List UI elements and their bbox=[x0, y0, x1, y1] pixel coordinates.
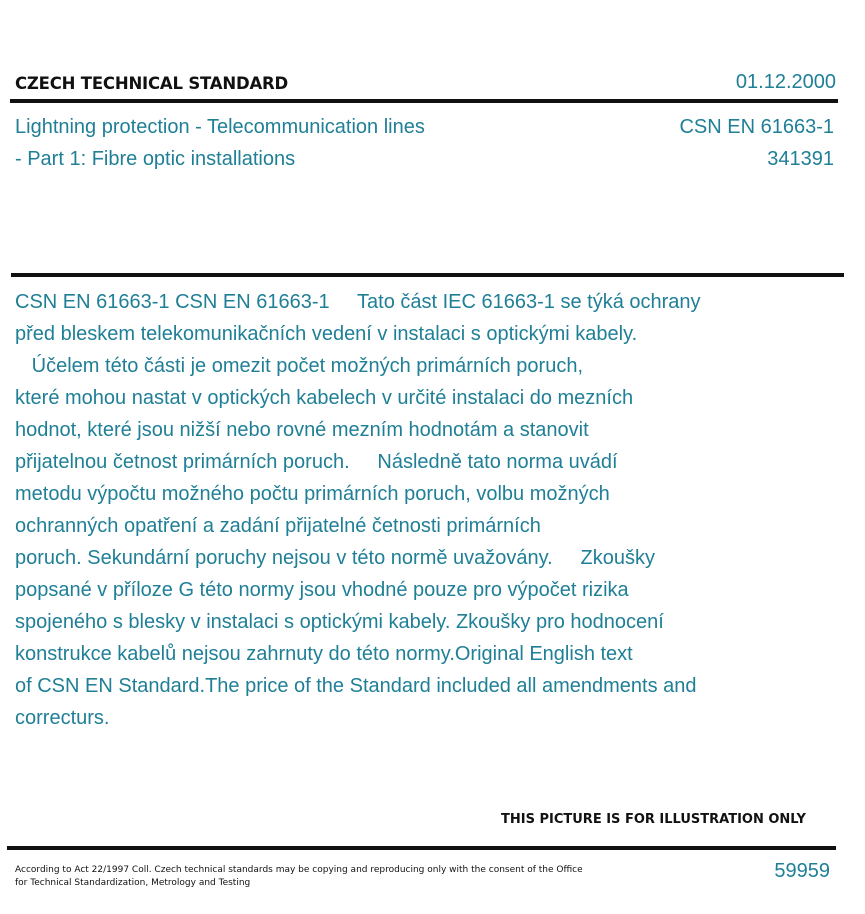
abstract-line: spojeného s blesky v instalaci s optickými kabely. Zkoušky pro hodnocení bbox=[15, 611, 664, 633]
title-line-1: Lightning protection - Telecommunication lines bbox=[15, 116, 425, 138]
abstract-line: metodu výpočtu možného počtu primárních poruch, volbu možných bbox=[15, 483, 610, 505]
bottom-divider bbox=[7, 846, 836, 850]
document-type-label: CZECH TECHNICAL STANDARD bbox=[15, 74, 289, 93]
abstract-line: hodnot, které jsou nižší nebo rovné mezním hodnotám a stanovit bbox=[15, 419, 589, 441]
title-line-2: - Part 1: Fibre optic installations bbox=[15, 148, 296, 170]
abstract-line: CSN EN 61663-1 CSN EN 61663-1 Tato část IEC 61663-1 se týká ochrany bbox=[15, 291, 701, 313]
middle-divider bbox=[11, 273, 844, 277]
legal-notice-line-1: According to Act 22/1997 Coll. Czech technical standards may be copying and reproducing only with the consent of the Office bbox=[15, 865, 583, 875]
publication-date: 01.12.2000 bbox=[735, 71, 836, 93]
abstract-line: které mohou nastat v optických kabelech v určité instalaci do mezních bbox=[15, 387, 634, 409]
abstract-line: Účelem této části je omezit počet možných primárních poruch, bbox=[15, 355, 584, 377]
top-divider bbox=[10, 99, 838, 103]
illustration-disclaimer: THIS PICTURE IS FOR ILLUSTRATION ONLY bbox=[501, 812, 806, 827]
classification-number: 341391 bbox=[767, 148, 834, 170]
standard-code: CSN EN 61663-1 bbox=[679, 116, 834, 138]
abstract-line: poruch. Sekundární poruchy nejsou v této normě uvažovány. Zkoušky bbox=[15, 547, 655, 569]
abstract-line: of CSN EN Standard.The price of the Standard included all amendments and bbox=[15, 675, 697, 697]
abstract-line: před bleskem telekomunikačních vedení v instalaci s optickými kabely. bbox=[15, 323, 638, 345]
abstract-text bbox=[15, 286, 835, 734]
legal-notice-line-2: for Technical Standardization, Metrology and Testing bbox=[15, 878, 251, 888]
abstract-line: přijatelnou četnost primárních poruch. Následně tato norma uvádí bbox=[15, 451, 618, 473]
abstract-line: ochranných opatření a zadání přijatelné četnosti primárních bbox=[15, 515, 541, 537]
abstract-line: popsané v příloze G této normy jsou vhodné pouze pro výpočet rizika bbox=[15, 579, 629, 601]
abstract-line: correcturs. bbox=[15, 707, 110, 729]
legal-notice bbox=[15, 864, 615, 890]
abstract-line: konstrukce kabelů nejsou zahrnuty do této normy.Original English text bbox=[15, 643, 633, 665]
document-id: 59959 bbox=[774, 860, 830, 882]
